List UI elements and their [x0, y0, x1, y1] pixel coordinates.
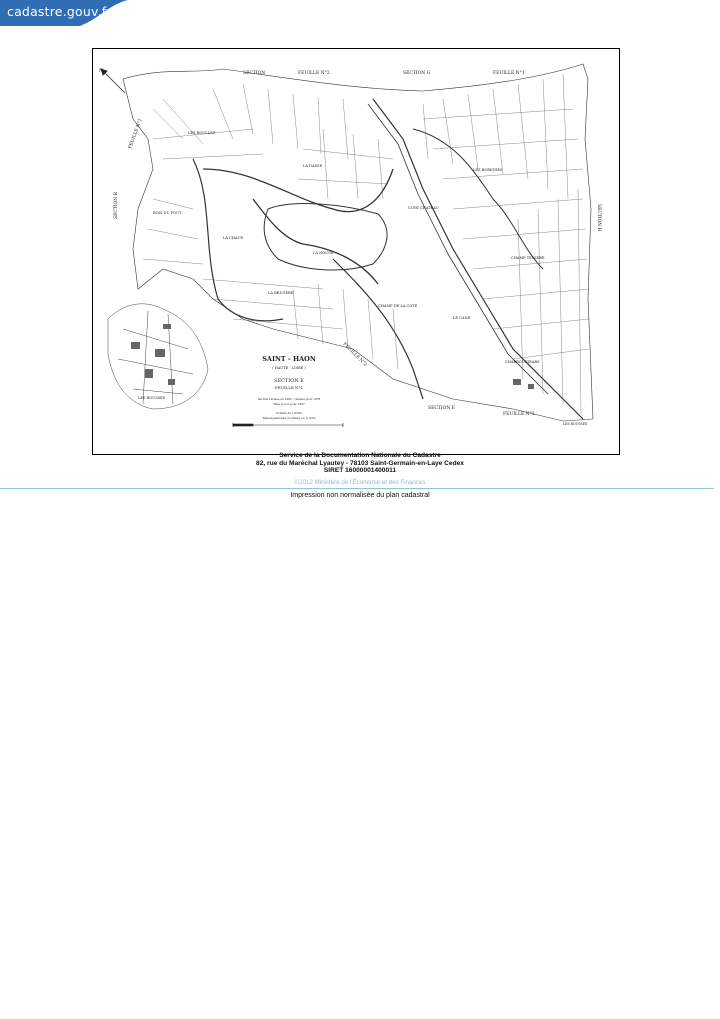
map-label: LA NOUGE — [313, 251, 334, 255]
map-label: LES ROUSSES — [563, 422, 588, 426]
map-label: FEUILLE N°2 — [298, 71, 330, 76]
map-label: Echelle de 1/2500 — [276, 411, 302, 415]
map-label: LA CHAUD — [223, 236, 244, 240]
map-label: FEUILLE N°2 — [503, 412, 535, 417]
north-arrow — [101, 69, 125, 93]
map-label: LES ROULLEZ — [188, 131, 216, 135]
map-label: LA BRUGERE — [268, 291, 294, 295]
commune-name: SAINT - HAON — [262, 355, 316, 363]
cadastre-logo-banner[interactable] — [0, 0, 128, 26]
map-label: Mise à jour pour 1987 — [273, 402, 305, 406]
map-label: FEUILLE N°1 — [493, 71, 525, 76]
map-label: LE CANE — [453, 316, 471, 320]
map-drawing — [93, 49, 620, 455]
map-label: LES BORIGHES — [473, 168, 503, 172]
scale-bar — [233, 423, 343, 427]
copyright-text: ©2012 Ministère de l'Économie et des Finances — [294, 479, 426, 486]
map-label: ( HAUTE - LOIRE ) — [272, 366, 306, 370]
service-address — [0, 452, 720, 475]
service-street: 82, rue du Maréchal Lyautey - 78103 Saint-Germain-en-Laye Cedex — [256, 459, 464, 467]
map-label: FEUILLE N°2 — [341, 341, 368, 368]
map-label: CHAMP DE LA COTE — [378, 304, 418, 308]
service-name: Service de la Documentation Nationale du Cadastre — [279, 452, 441, 459]
map-label: CHARBOUIGEARS — [505, 360, 540, 364]
north-label: N — [99, 68, 104, 74]
map-label: Section révisée en 1965 ; révisée pour 1978 — [257, 397, 321, 401]
map-label: LA DASSE — [303, 164, 323, 168]
map-label: FEUILLE N°1 — [274, 385, 304, 390]
print-notice: Impression non normalisée du plan cadastral — [290, 492, 430, 499]
map-label: FEUILLE N°1 — [128, 118, 144, 150]
map-label: SECTION E — [428, 406, 455, 411]
map-label: SECTION — [243, 71, 266, 76]
map-label: SECTION B — [114, 192, 119, 219]
divider — [0, 488, 714, 489]
map-label: LES ROUSSES — [138, 396, 166, 400]
service-siret: SIRET 16000001400011 — [323, 467, 397, 475]
map-label: SECTION G — [403, 71, 431, 76]
map-label: Renseignements et remise en 1/1250 — [262, 416, 316, 420]
cadastral-map[interactable] — [92, 48, 620, 455]
logo-text: cadastre.gouv.fr — [7, 4, 112, 19]
map-label: CHAMP TESSERE — [511, 256, 545, 260]
map-label: COTE CHATEAU — [408, 206, 439, 210]
map-label: BOIS DU FOUT — [153, 211, 182, 215]
section-title: SECTION E — [274, 378, 304, 384]
map-label: SECTION H — [596, 204, 601, 232]
